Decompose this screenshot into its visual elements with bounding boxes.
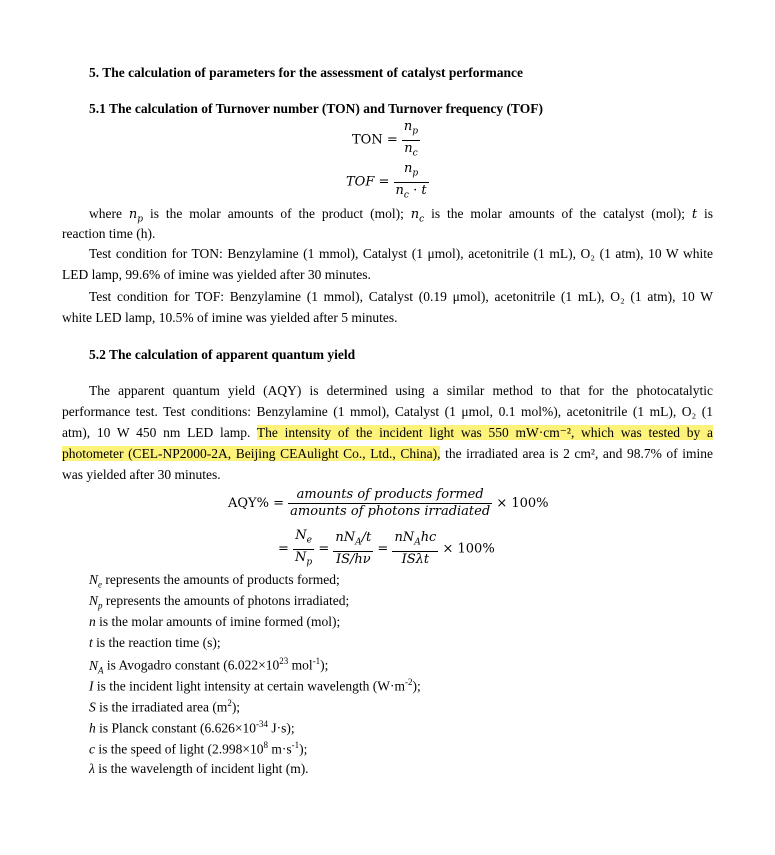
definition-item: I is the incident light intensity at certain wavelength $(W\cdot m^{-2})$; (89, 677, 421, 694)
tof-formula: TOF = $\frac{n_p}{n_c \cdot t}$ (346, 161, 427, 201)
highlighted-text-2: photometer (CEL-NP2000-2A, Beijing CEAulight Co., Ltd., China), (62, 446, 441, 461)
definition-item: c is the speed of light ($2.998\times 10^8$ $m\cdot s^{-1}$); (89, 740, 308, 757)
ton-formula: TON = $\frac{n_p}{n_c}$ (352, 119, 419, 159)
definition-item: n is the molar amounts of imine formed (mol); (89, 614, 341, 629)
ton-test-line-1: Test condition for TON: Benzylamine (1 mmol), Catalyst (1 μmol), acetonitrile (1 mL), O₂ (1 atm), 10 W white (89, 246, 713, 261)
section-5-1-heading: 5.1 The calculation of Turnover number (TON) and Turnover frequency (TOF) (89, 101, 543, 116)
where-line-2: reaction time (h). (62, 226, 156, 241)
section-5-heading: 5. The calculation of parameters for the assessment of catalyst performance (89, 65, 524, 80)
tof-test-line-2: white LED lamp, 10.5% of imine was yielded after 5 minutes. (62, 310, 398, 325)
aqy-formula-2: = $\frac{N_e}{N_p}$ = $\frac{nN_A/t}{IS/h\nu}$ = $\frac{nN_Ahc}{\text{ISλt}}$ × 100% (278, 528, 495, 568)
aqy-paragraph-line-3: atm), 10 W 450 nm LED lamp. The intensity of the incident light was 550 mW·cm⁻², which was tested by a (62, 425, 713, 440)
aqy-paragraph-line-2: performance test. Test conditions: Benzylamine (1 mmol), Catalyst (1 μmol, 0.1 mol%), acetonitrile (1 mL), O₂ (1 (62, 404, 713, 419)
definition-item: λ is the wavelength of incident light (m). (89, 761, 309, 776)
ton-test-line-2: LED lamp, 99.6% of imine was yielded after 30 minutes. (62, 267, 371, 282)
aqy-paragraph-line-4: photometer (CEL-NP2000-2A, Beijing CEAulight Co., Ltd., China), the irradiated area is 2 cm², and 98.7% of imine (62, 446, 714, 461)
definition-item: t is the reaction time (s); (89, 635, 221, 650)
section-5-2-heading: 5.2 The calculation of apparent quantum yield (89, 347, 356, 362)
definition-item: $N_A$ is Avogadro constant ($6.022\times 10^{23}$ mol$^{-1}$); (89, 656, 329, 676)
definition-item: h is Planck constant ($6.626\times 10^{-34}$ J·s); (89, 719, 295, 736)
where-line: where $n_p$ is the molar amounts of the product (mol); $n_c$ is the molar amounts of the catalyst (mol); t is (89, 206, 714, 225)
aqy-formula-1: AQY% = $\frac{\text{amounts of products formed}}{\text{amounts of photons irradiated}}$ × 100% (228, 487, 549, 519)
definition-item: $N_e$ represents the amounts of products formed; (89, 572, 340, 590)
aqy-paragraph-line-5: was yielded after 30 minutes. (62, 467, 221, 482)
definition-item: $N_p$ represents the amounts of photons irradiated; (89, 593, 350, 611)
aqy-paragraph-line-1: The apparent quantum yield (AQY) is determined using a similar method to that for the photocatalytic (89, 383, 713, 398)
definition-item: S is the irradiated area $(m^2)$; (89, 698, 241, 715)
highlighted-text: The intensity of the incident light was 550 mW·cm⁻², which was tested by a (256, 425, 713, 440)
tof-test-line-1: Test condition for TOF: Benzylamine (1 mmol), Catalyst (0.19 μmol), acetonitrile (1 mL), O₂ (1 atm), 10 W (89, 289, 713, 304)
